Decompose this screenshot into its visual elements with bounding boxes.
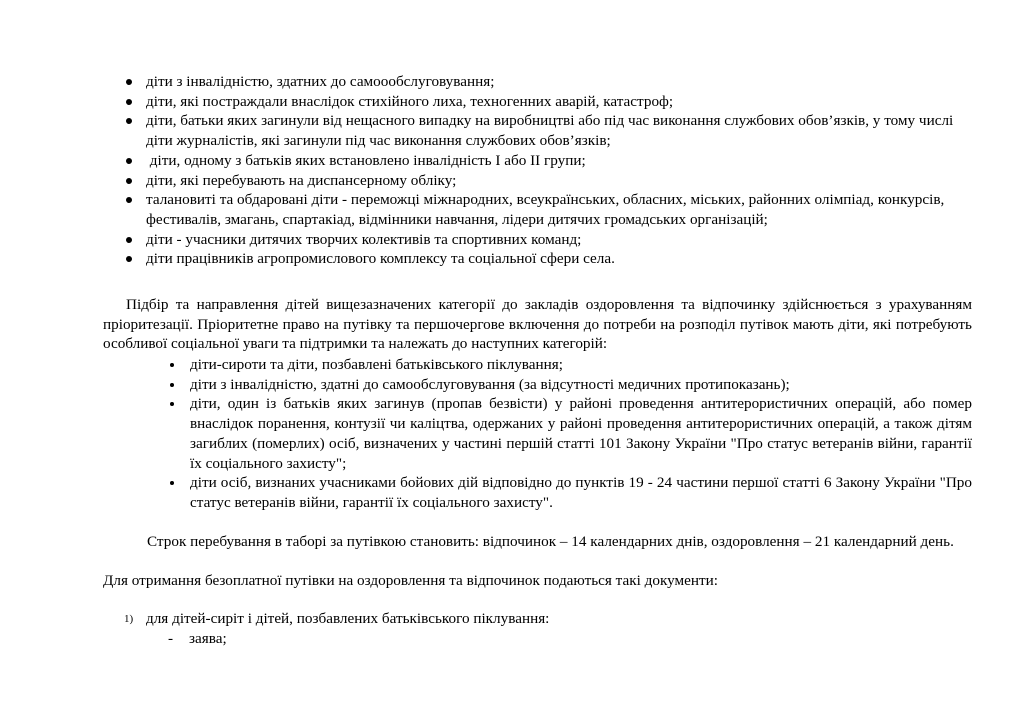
list-item: діти, один із батьків яких загинув (пропав безвісти) у районі проведення антитерористичних операцій, або помер внаслідок поранення, контузії чи каліцтва, одержаних у районі проведення антитерористичних операцій, а також дітям загиблих (померлих) осіб, визначених у частині першій статті 101 Закону України "Про статус ветеранів війни, гарантії їх соціального захисту";: [167, 394, 972, 473]
list-item: талановиті та обдаровані діти - переможці міжнародних, всеукраїнських, обласних, міських, районних олімпіад, конкурсів, фестивалів, змагань, спартакіад, відмінники навчання, лідери дитячих громадських організацій;: [122, 190, 977, 229]
dash-item-text: заява;: [189, 630, 227, 647]
list-item: діти - учасники дитячих творчих колективів та спортивних команд;: [122, 230, 977, 250]
eligible-categories-list: [122, 72, 977, 269]
priority-categories-list: [167, 355, 972, 513]
list-item: діти з інвалідністю, здатних до самоообслуговування;: [122, 72, 977, 92]
list-item: діти, які перебувають на диспансерному обліку;: [122, 171, 977, 191]
list-item: діти-сироти та діти, позбавлені батьківського піклування;: [167, 355, 972, 375]
stay-duration-paragraph: Строк перебування в таборі за путівкою становить: відпочинок – 14 календарних днів, оздоровлення – 21 календарний день.: [147, 533, 954, 550]
list-item: діти працівників агропромислового комплексу та соціальної сфери села.: [122, 249, 977, 269]
prioritization-paragraph: Підбір та направлення дітей вищезазначених категорії до закладів оздоровлення та відпочинку здійснюється з урахуванням пріоритезації. Пріоритетне право на путівку та першочергове включення до потреби на розподіл путівок мають діти, які потребують особливої соціальної уваги та підтримки та належать до наступних категорій:: [103, 296, 972, 353]
list-item: діти, які постраждали внаслідок стихійного лиха, техногенних аварій, катастроф;: [122, 92, 977, 112]
list-number: 1): [124, 613, 134, 625]
list-item: діти, батьки яких загинули від нещасного випадку на виробництві або під час виконання службових обов’язків, у тому числі діти журналістів, які загинули під час виконання службових обов’язків;: [122, 111, 977, 150]
numbered-item-text: для дітей-сиріт і дітей, позбавлених батьківського піклування:: [146, 610, 550, 627]
list-item: діти осіб, визнаних учасниками бойових дій відповідно до пунктів 19 - 24 частини першої статті 6 Закону України "Про статус ветеранів війни, гарантії їх соціального захисту".: [167, 473, 972, 512]
list-item: діти з інвалідністю, здатні до самообслуговування (за відсутності медичних протипоказань);: [167, 375, 972, 395]
documents-intro-paragraph: Для отримання безоплатної путівки на оздоровлення та відпочинок подаються такі документи:: [103, 572, 718, 589]
list-item: діти, одному з батьків яких встановлено інвалідність І або ІІ групи;: [122, 151, 977, 171]
dash-marker: -: [168, 630, 174, 647]
